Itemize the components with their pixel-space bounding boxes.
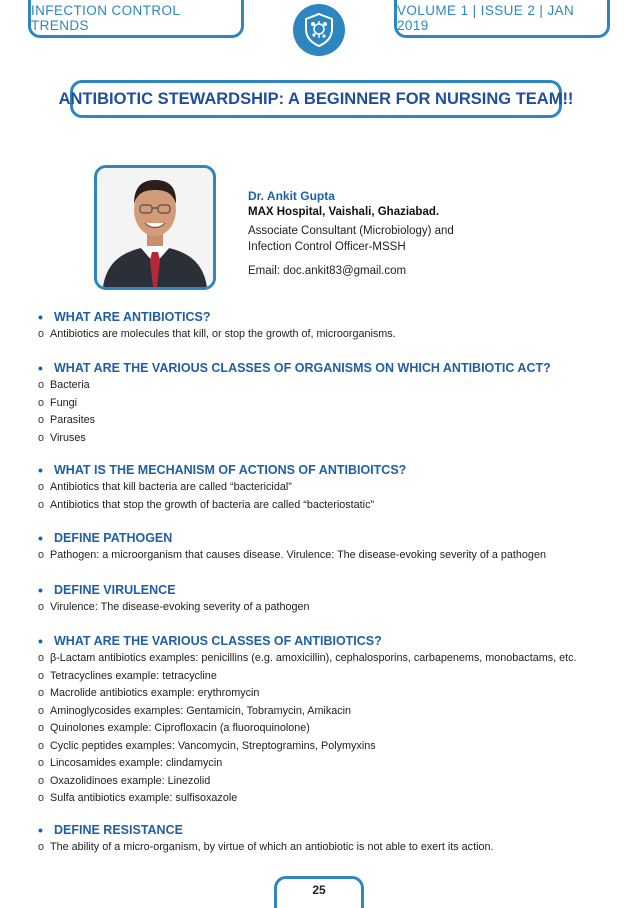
section-heading-text: WHAT IS THE MECHANISM OF ACTIONS OF ANTIBIOITCS? (54, 463, 407, 477)
list-item: o Virulence: The disease-evoking severity of a pathogen (38, 601, 310, 613)
page-number-box (274, 876, 364, 908)
author-hospital: MAX Hospital, Vaishali, Ghaziabad. (248, 206, 440, 218)
section-heading-text: WHAT ARE ANTIBIOTICS? (54, 310, 211, 324)
section-heading-text: DEFINE PATHOGEN (54, 531, 173, 545)
issue-info (394, 0, 610, 38)
list-item: o Lincosamides example: clindamycin (38, 757, 223, 769)
article-title-box (58, 80, 574, 118)
author-email: Email: doc.ankit83@gmail.com (248, 265, 407, 277)
author-photo (94, 165, 216, 290)
list-item: o The ability of a micro-organism, by virtue of which an antiobiotic is not able to exert its action. (38, 841, 494, 853)
section-what-are-antibiotics (38, 308, 618, 344)
author-info (248, 188, 454, 279)
section-organism-classes (38, 359, 618, 447)
section-define-pathogen (38, 529, 618, 565)
bullet-icon: • (38, 822, 43, 838)
list-item: o Sulfa antibiotics example: sulfisoxazole (38, 792, 238, 804)
section-define-resistance (38, 821, 618, 857)
list-item: o Aminoglycosides examples: Gentamicin, Tobramycin, Amikacin (38, 704, 352, 717)
journal-name-text: INFECTION CONTROL TRENDS (31, 2, 180, 33)
author-role-line1: Associate Consultant (Microbiology) and (248, 225, 454, 237)
section-mechanism (38, 461, 618, 514)
list-item: o Viruses (38, 431, 86, 444)
bullet-icon: • (38, 309, 43, 325)
list-item: o Macrolide antibiotics example: erythromycin (38, 687, 260, 699)
section-antibiotic-classes (38, 632, 618, 808)
bullet-icon: • (38, 633, 43, 649)
section-heading-text: WHAT ARE THE VARIOUS CLASSES OF ANTIBIOTICS? (54, 634, 382, 648)
article-title: ANTIBIOTIC STEWARDSHIP: A BEGINNER FOR NURSING TEAM!! (58, 89, 574, 108)
section-heading (38, 529, 618, 547)
section-heading-text: WHAT ARE THE VARIOUS CLASSES OF ORGANISMS ON WHICH ANTIBIOTIC ACT? (54, 361, 551, 375)
list-item: o Antibiotics are molecules that kill, or stop the growth of, microorganisms. (38, 328, 396, 340)
list-item: o Pathogen: a microorganism that causes disease. Virulence: The disease-evoking severity of a pathogen (38, 549, 546, 561)
list-item: o Bacteria (38, 379, 90, 391)
section-heading (38, 632, 618, 650)
section-heading (38, 461, 618, 479)
list-item: o Parasites (38, 414, 96, 426)
section-define-virulence (38, 581, 618, 617)
bullet-icon: • (38, 582, 43, 598)
section-heading (38, 581, 618, 599)
section-heading-text: DEFINE VIRULENCE (54, 583, 176, 597)
author-name: Dr. Ankit Gupta (248, 189, 335, 203)
list-item: o Antibiotics that stop the growth of bacteria are called “bacteriostatic” (38, 498, 375, 511)
page-number: 25 (312, 883, 326, 897)
section-heading (38, 821, 618, 839)
bullet-icon: • (38, 462, 43, 478)
bullet-icon: • (38, 530, 43, 546)
section-heading (38, 359, 618, 377)
list-item: o Quinolones example: Ciprofloxacin (a fluoroquinolone) (38, 722, 310, 734)
section-heading (38, 308, 618, 326)
list-item: o β-Lactam antibiotics examples: penicillins (e.g. amoxicillin), cephalosporins, carbapenems, monobactams, etc. (38, 652, 577, 664)
list-item: o Tetracyclines example: tetracycline (38, 669, 217, 682)
list-item: o Fungi (38, 396, 78, 409)
list-item: o Cyclic peptides examples: Vancomycin, Streptogramins, Polymyxins (38, 739, 376, 752)
journal-name (28, 0, 244, 38)
section-heading-text: DEFINE RESISTANCE (54, 823, 183, 837)
bullet-icon: • (38, 360, 43, 376)
author-role-line2: Infection Control Officer-MSSH (248, 241, 406, 253)
list-item: o Antibiotics that kill bacteria are called “bactericidal” (38, 481, 292, 493)
shield-virus-icon (293, 4, 345, 56)
list-item: o Oxazolidinoes example: Linezolid (38, 774, 211, 787)
issue-info-text: VOLUME 1 | ISSUE 2 | JAN 2019 (397, 2, 575, 33)
